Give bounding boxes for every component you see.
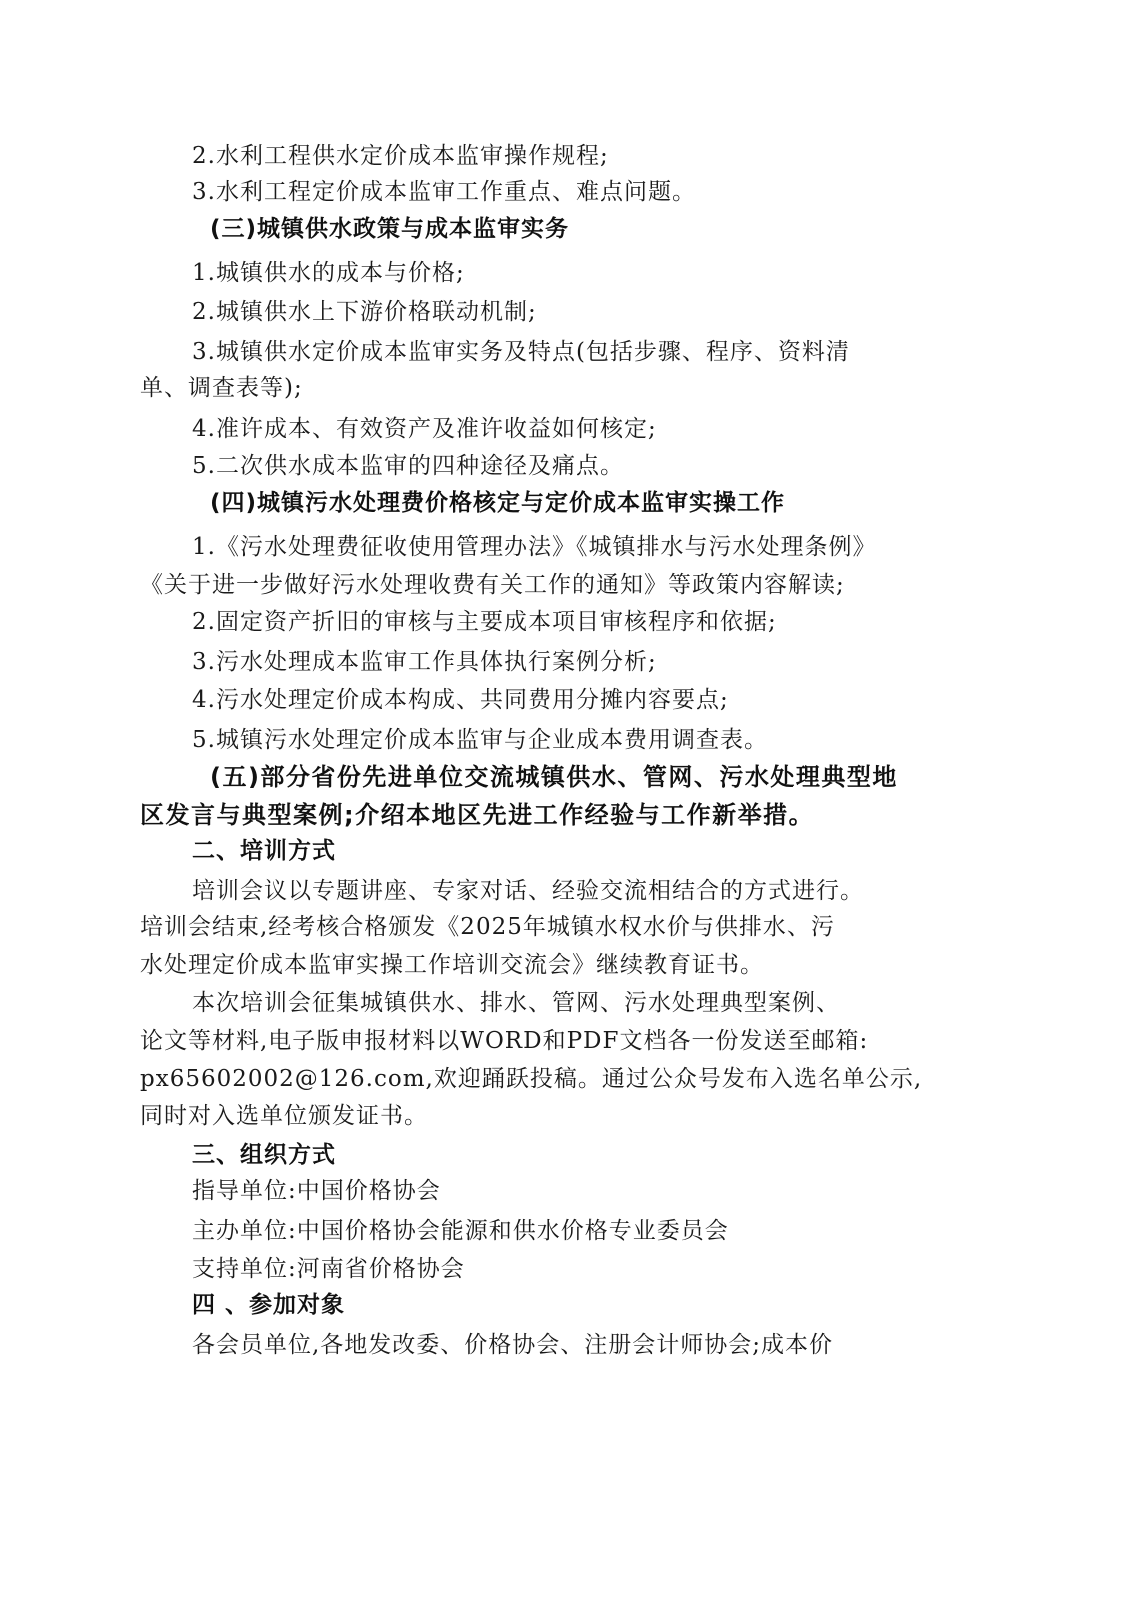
text-line: 支持单位:河南省价格协会 (192, 1256, 465, 1282)
text-line: 各会员单位,各地发改委、价格协会、注册会计师协会;成本价 (192, 1332, 834, 1358)
text-line: 2.城镇供水上下游价格联动机制; (192, 299, 537, 325)
text-line: 培训会议以专题讲座、专家对话、经验交流相结合的方式进行。 (192, 878, 864, 904)
section-heading: 三、组织方式 (192, 1142, 336, 1168)
text-line: 3.水利工程定价成本监审工作重点、难点问题。 (192, 179, 696, 205)
text-line: 3.城镇供水定价成本监审实务及特点(包括步骤、程序、资料清 (192, 339, 850, 365)
text-line: 4.准许成本、有效资产及准许收益如何核定; (192, 416, 657, 442)
text-line: 1.城镇供水的成本与价格; (192, 260, 465, 286)
text-line: 本次培训会征集城镇供水、排水、管网、污水处理典型案例、 (192, 990, 840, 1016)
section-heading: (五)部分省份先进单位交流城镇供水、管网、污水处理典型地 (210, 763, 898, 791)
text-line: px65602002@126.com,欢迎踊跃投稿。通过公众号发布入选名单公示, (140, 1066, 923, 1092)
text-line: 1.《污水处理费征收使用管理办法》《城镇排水与污水处理条例》 (192, 534, 877, 560)
text-line: 论文等材料,电子版申报材料以WORD和PDF文档各一份发送至邮箱: (140, 1028, 869, 1054)
text-line: 指导单位:中国价格协会 (192, 1178, 441, 1204)
text-line: 2.水利工程供水定价成本监审操作规程; (192, 143, 609, 169)
text-line: 5.城镇污水处理定价成本监审与企业成本费用调查表。 (192, 727, 768, 753)
section-heading: 二、培训方式 (192, 838, 336, 864)
text-line: 水处理定价成本监审实操工作培训交流会》继续教育证书。 (140, 952, 764, 978)
text-line: 3.污水处理成本监审工作具体执行案例分析; (192, 649, 657, 675)
text-line: 主办单位:中国价格协会能源和供水价格专业委员会 (192, 1218, 729, 1244)
text-line: 4.污水处理定价成本构成、共同费用分摊内容要点; (192, 687, 729, 713)
text-line: 5.二次供水成本监审的四种途径及痛点。 (192, 453, 624, 479)
section-heading: (三)城镇供水政策与成本监审实务 (210, 216, 570, 242)
section-heading: (四)城镇污水处理费价格核定与定价成本监审实操工作 (210, 490, 786, 516)
text-line: 单、调查表等); (140, 375, 303, 401)
section-heading: 区发言与典型案例;介绍本地区先进工作经验与工作新举措。 (140, 801, 815, 829)
text-line: 《关于进一步做好污水处理收费有关工作的通知》等政策内容解读; (140, 572, 845, 598)
section-heading: 四 、参加对象 (192, 1292, 346, 1318)
text-line: 2.固定资产折旧的审核与主要成本项目审核程序和依据; (192, 609, 777, 635)
text-line: 同时对入选单位颁发证书。 (140, 1103, 428, 1129)
text-line: 培训会结束,经考核合格颁发《2025年城镇水权水价与供排水、污 (140, 914, 835, 940)
